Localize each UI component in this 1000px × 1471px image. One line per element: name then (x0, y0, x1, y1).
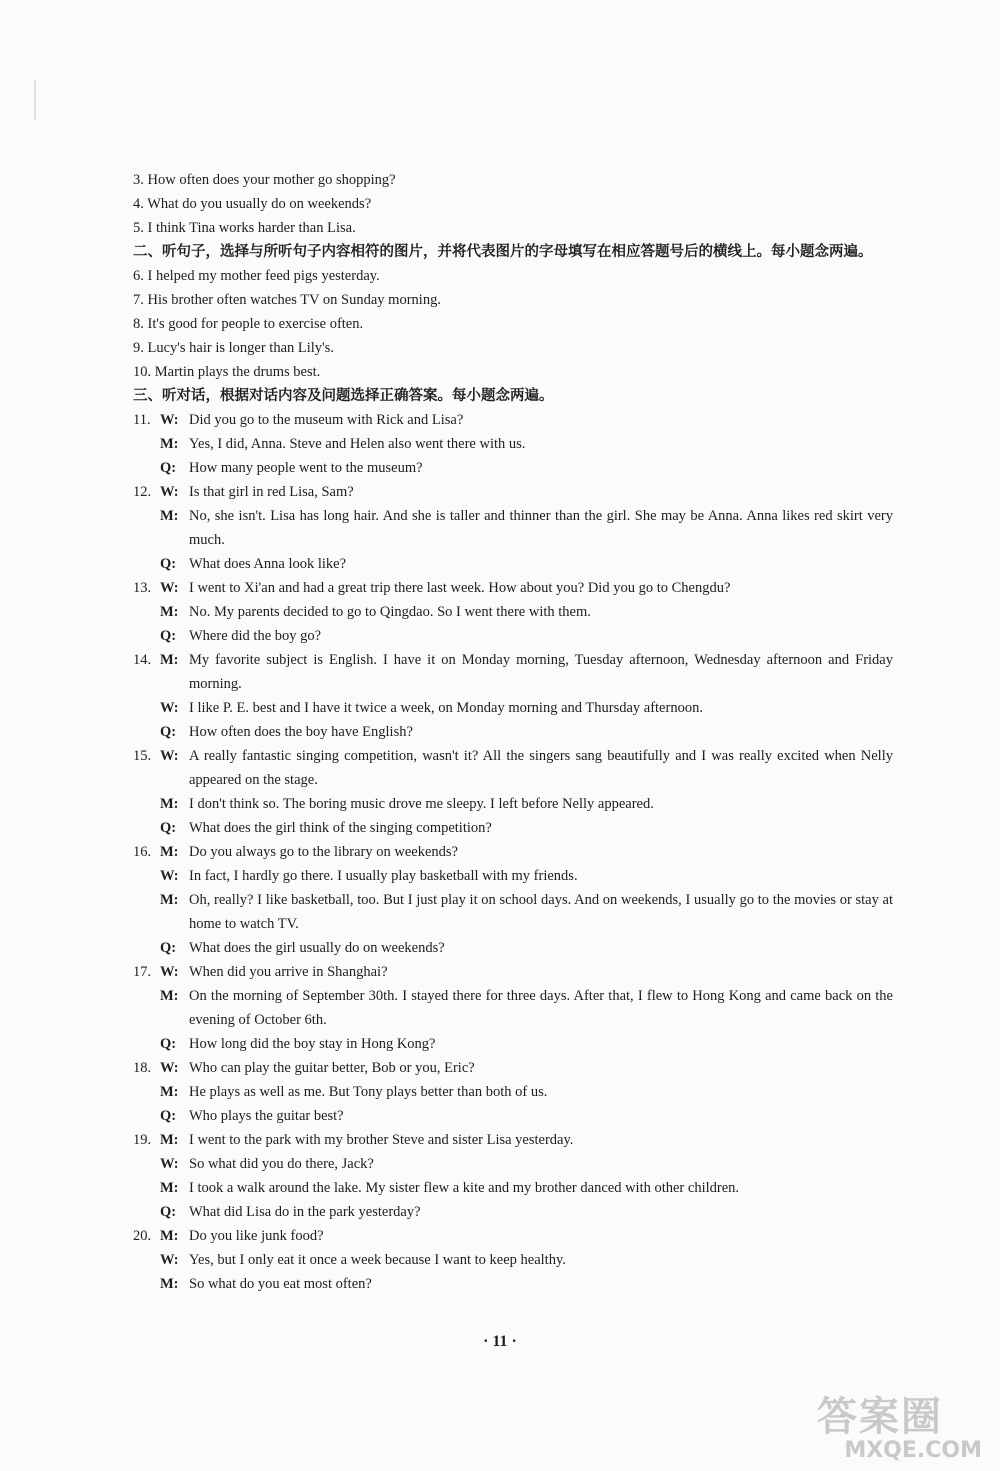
dialogue-text: Oh, really? I like basketball, too. But I just play it on school days. And on weekends, I usually go to the movies or stay at home to watch TV. (189, 892, 893, 932)
dialogue-item (133, 960, 893, 1056)
dialogue-text: On the morning of September 30th. I stayed there for three days. After that, I flew to Hong Kong and came back on the evening of October 6th. (189, 988, 893, 1028)
speaker-label: M: (160, 436, 179, 452)
dialogue-text: I went to the park with my brother Steve and sister Lisa yesterday. (189, 1132, 574, 1148)
question-number: 16. (133, 844, 152, 860)
dialogue-text: No, she isn't. Lisa has long hair. And she is taller and thinner than the girl. She may be Anna. Anna likes red skirt very much. (189, 508, 893, 548)
dialogue-text: Do you always go to the library on weekends? (189, 844, 458, 860)
speaker-label: M: (160, 1180, 179, 1196)
dialogue-text: I took a walk around the lake. My sister flew a kite and my brother danced with other children. (189, 1180, 740, 1196)
dialogue-item (133, 744, 893, 840)
dialogue-line (133, 408, 893, 432)
speaker-label: M: (160, 892, 179, 908)
dialogue-text: When did you arrive in Shanghai? (189, 964, 388, 980)
dialogue-list (133, 408, 893, 1296)
page-number: · 11 · (483, 1333, 517, 1350)
dialogue-item (133, 840, 893, 960)
speaker-label: Q: (160, 556, 177, 572)
dialogue-text: He plays as well as me. But Tony plays better than both of us. (189, 1084, 548, 1100)
section-heading-3: 三、听对话，根据对话内容及问题选择正确答案。每小题念两遍。 (133, 388, 554, 404)
line-item: 8. It's good for people to exercise often. (133, 316, 364, 332)
dialogue-item (133, 480, 893, 576)
dialogue-item (133, 1224, 893, 1296)
speaker-label: M: (160, 1084, 179, 1100)
dialogue-line (160, 864, 893, 888)
speaker-label: W: (160, 748, 179, 764)
line-item: 6. I helped my mother feed pigs yesterday. (133, 268, 380, 284)
dialogue-text: My favorite subject is English. I have it on Monday morning, Tuesday afternoon, Wednesday afternoon and Friday morning. (189, 652, 893, 692)
watermark-url: MXQE.COM (844, 1438, 982, 1463)
dialogue-line (160, 624, 893, 648)
speaker-label: M: (160, 1132, 179, 1148)
dialogue-text: What does the girl think of the singing competition? (189, 820, 492, 836)
dialogue-line (160, 432, 893, 456)
dialogue-line (133, 744, 893, 792)
speaker-label: M: (160, 1228, 179, 1244)
speaker-label: M: (160, 508, 179, 524)
scan-mark (34, 80, 36, 120)
dialogue-line (133, 960, 893, 984)
watermark-text: 答案圈 (817, 1394, 943, 1440)
dialogue-text: What did Lisa do in the park yesterday? (189, 1204, 421, 1220)
dialogue-line (160, 984, 893, 1032)
speaker-label: Q: (160, 1204, 177, 1220)
dialogue-line (160, 600, 893, 624)
dialogue-line (160, 1200, 893, 1224)
dialogue-text: Who plays the guitar best? (189, 1108, 344, 1124)
speaker-label: Q: (160, 820, 177, 836)
dialogue-line (133, 576, 893, 600)
dialogue-text: What does the girl usually do on weekends? (189, 940, 445, 956)
dialogue-text: Yes, but I only eat it once a week because I want to keep healthy. (189, 1252, 566, 1268)
dialogue-line (160, 1272, 893, 1296)
watermark-logo (817, 1395, 982, 1465)
speaker-label: W: (160, 484, 179, 500)
dialogue-line (160, 456, 893, 480)
dialogue-line (160, 1248, 893, 1272)
dialogue-item (133, 1128, 893, 1224)
line-item: 9. Lucy's hair is longer than Lily's. (133, 340, 334, 356)
speaker-label: M: (160, 844, 179, 860)
speaker-label: Q: (160, 1108, 177, 1124)
dialogue-text: What does Anna look like? (189, 556, 347, 572)
dialogue-text: Who can play the guitar better, Bob or you, Eric? (189, 1060, 475, 1076)
dialogue-line (133, 1056, 893, 1080)
dialogue-line (133, 840, 893, 864)
dialogue-text: I like P. E. best and I have it twice a week, on Monday morning and Thursday afternoon. (189, 700, 703, 716)
dialogue-line (133, 1128, 893, 1152)
speaker-label: M: (160, 988, 179, 1004)
dialogue-item (133, 1056, 893, 1128)
question-number: 17. (133, 964, 152, 980)
question-number: 11. (133, 412, 151, 428)
dialogue-line (160, 1080, 893, 1104)
dialogue-item (133, 408, 893, 480)
dialogue-text: Did you go to the museum with Rick and Lisa? (189, 412, 464, 428)
dialogue-line (160, 696, 893, 720)
dialogue-line (133, 480, 893, 504)
line-item: 3. How often does your mother go shopping? (133, 172, 396, 188)
speaker-label: W: (160, 580, 179, 596)
speaker-label: Q: (160, 628, 177, 644)
speaker-label: Q: (160, 724, 177, 740)
dialogue-line (160, 552, 893, 576)
question-number: 18. (133, 1060, 152, 1076)
speaker-label: W: (160, 1156, 179, 1172)
dialogue-text: How many people went to the museum? (189, 460, 423, 476)
dialogue-text: How often does the boy have English? (189, 724, 413, 740)
line-item: 5. I think Tina works harder than Lisa. (133, 220, 356, 236)
dialogue-text: A really fantastic singing competition, wasn't it? All the singers sang beautifully and I was really excited when Nelly appeared on the stage. (189, 748, 893, 788)
line-item: 4. What do you usually do on weekends? (133, 196, 372, 212)
dialogue-text: I went to Xi'an and had a great trip there last week. How about you? Did you go to Chengdu? (189, 580, 731, 596)
speaker-label: W: (160, 1060, 179, 1076)
dialogue-line (160, 504, 893, 552)
section-heading-2: 二、听句子，选择与所听句子内容相符的图片，并将代表图片的字母填写在相应答题号后的横线上。每小题念两遍。 (133, 244, 873, 260)
dialogue-text: So what did you do there, Jack? (189, 1156, 374, 1172)
line-item: 10. Martin plays the drums best. (133, 364, 321, 380)
dialogue-line (160, 1104, 893, 1128)
dialogue-text: I don't think so. The boring music drove me sleepy. I left before Nelly appeared. (189, 796, 654, 812)
dialogue-text: So what do you eat most often? (189, 1276, 372, 1292)
question-number: 13. (133, 580, 152, 596)
dialogue-line (160, 1032, 893, 1056)
dialogue-line (160, 1152, 893, 1176)
dialogue-line (133, 1224, 893, 1248)
dialogue-line (160, 936, 893, 960)
speaker-label: W: (160, 412, 179, 428)
dialogue-text: How long did the boy stay in Hong Kong? (189, 1036, 436, 1052)
content (133, 168, 893, 1296)
mid-lines (133, 264, 893, 384)
dialogue-text: In fact, I hardly go there. I usually play basketball with my friends. (189, 868, 578, 884)
dialogue-line (160, 792, 893, 816)
dialogue-line (160, 1176, 893, 1200)
dialogue-line (160, 888, 893, 936)
speaker-label: W: (160, 1252, 179, 1268)
speaker-label: W: (160, 700, 179, 716)
dialogue-text: Is that girl in red Lisa, Sam? (189, 484, 354, 500)
speaker-label: Q: (160, 940, 177, 956)
dialogue-text: Yes, I did, Anna. Steve and Helen also went there with us. (189, 436, 526, 452)
dialogue-line (160, 720, 893, 744)
dialogue-line (133, 648, 893, 696)
dialogue-text: Do you like junk food? (189, 1228, 324, 1244)
speaker-label: M: (160, 1276, 179, 1292)
question-number: 12. (133, 484, 152, 500)
speaker-label: W: (160, 868, 179, 884)
speaker-label: Q: (160, 460, 177, 476)
question-number: 19. (133, 1132, 152, 1148)
question-number: 15. (133, 748, 152, 764)
speaker-label: M: (160, 796, 179, 812)
top-lines (133, 168, 893, 240)
speaker-label: Q: (160, 1036, 177, 1052)
speaker-label: M: (160, 604, 179, 620)
dialogue-line (160, 816, 893, 840)
question-number: 20. (133, 1228, 152, 1244)
question-number: 14. (133, 652, 152, 668)
line-item: 7. His brother often watches TV on Sunday morning. (133, 292, 441, 308)
dialogue-text: Where did the boy go? (189, 628, 322, 644)
dialogue-item (133, 576, 893, 648)
dialogue-item (133, 648, 893, 744)
speaker-label: W: (160, 964, 179, 980)
speaker-label: M: (160, 652, 179, 668)
dialogue-text: No. My parents decided to go to Qingdao. So I went there with them. (189, 604, 591, 620)
